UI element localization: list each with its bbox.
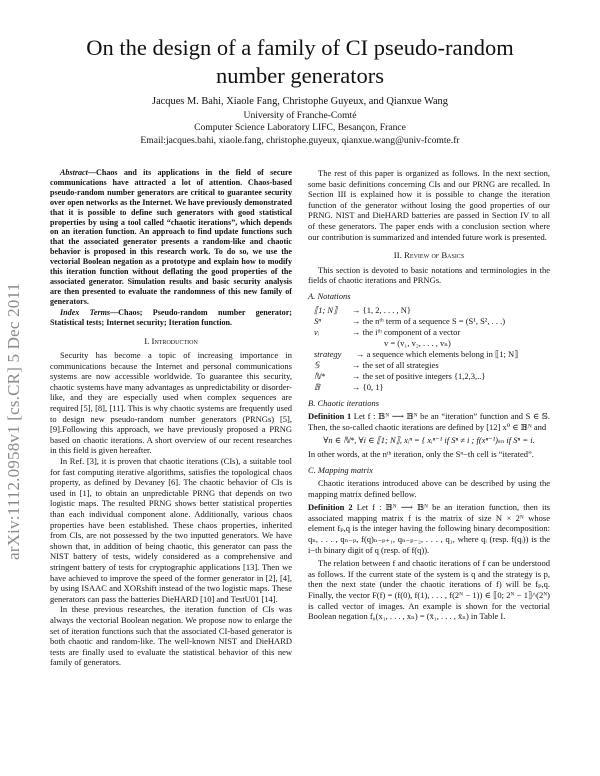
abstract-text: —Chaos and its applications in the field of secure communications have attracted a lot of attention. Chaos-based pseudo-random number generators are critical to guarantee security over open networks as the Internet. We have previously demonstrated that it is possible to define such generators with good statistical properties by using a tool called “chaotic iterations”, which depends on an iteration function. An approach to find update functions such that the associated generator presents a random-like and chaotic behavior is proposed in this research work. To do so, we use the vectorial Boolean negation as a prototype and explain how to modify this iteration function without deflating the good properties of the associated generator. Simulation results and basic security analysis are then presented to evaluate the randomness of this new family of generators. (50, 168, 292, 306)
intro-paragraph-3: In these previous researches, the iteration function of CIs was always the vectorial Boolean negation. We propose now to enlarge the set of iteration functions such that the associated CI-based generator is both chaotic and random-like. The well-known NIST and DieHARD tests are finally used to evaluate the statistical behavior of this new family of generators. (50, 604, 292, 668)
author-names: Jacques M. Bahi, Xiaole Fang, Christophe Guyeux, and Qianxue Wang (152, 96, 448, 107)
author-emails: Email:jacques.bahi, xiaole.fang, christophe.guyeux, qianxue.wang@univ-fcomte.fr (140, 134, 460, 146)
affiliation-lab: Computer Science Laboratory LIFC, Besançon, France (194, 122, 406, 133)
notation-row: vᵢ → the iᵗʰ component of a vector (314, 326, 461, 337)
arxiv-id: arXiv:1112.0958v1 [cs.CR] 5 Dec 2011 (4, 282, 23, 560)
notation-row: ℕ* → the set of positive integers {1,2,3,..} (314, 370, 486, 381)
notation-row: v = (v₁, v₂, . . . , vₙ) (384, 337, 451, 348)
definition-1-equation: ∀n ∈ ℕ*, ∀i ∈ ⟦1; N⟧, xᵢⁿ = { xᵢⁿ⁻¹ if Sⁿ ≠ i ; f(xⁿ⁻¹)ₛₙ if Sⁿ = i. (323, 435, 535, 446)
right-column (308, 168, 550, 622)
arxiv-watermark (4, 200, 26, 560)
notation-row: 𝕊 → the set of all strategies (314, 359, 439, 370)
definition-2 (308, 502, 550, 555)
intro-paragraph-2: In Ref. [3], it is proven that chaotic iterations (CIs), a suitable tool for fast computing iterative algorithms, satisfies the topological chaos property, as defined by Devaney [6]. The chaotic behavior of CIs is used in [1], to obtain an unpredictable PRNG that depends on two logistic maps. The resulted PRNG shows better statistical properties than each individual component alone. Additionally, various chaos properties have been established. These chaos properties, inherited from CIs, are not possessed by the two inputted generators. We have shown that, in addition of being chaotic, this generator can pass the NIST battery of tests, widely considered as a comprehensive and stringent battery of tests for cryptographic applications [13]. Then we have achieved to improve the speed of the former generator in [2], [4], by using ISAAC and XORshift instead of the two logistic maps. These generators can pass the batteries DieHARD [10] and TestU01 [14]. (50, 456, 292, 604)
notation-row: ⟦1; N⟧ → {1, 2, . . . , N} (314, 304, 411, 315)
mapping-matrix-intro: Chaotic iterations introduced above can be described by using the mapping matrix defined bellow. (308, 478, 550, 499)
basics-intro: This section is devoted to basic notations and terminologies in the fields of chaotic iterations and PRNGs. (308, 264, 550, 286)
outline-paragraph: The rest of this paper is organized as follows. In the next section, some basic definitions concerning CIs and our PRNG are recalled. In Section III is explained how it is possible to change the iteration function of the generator without losing the good properties of our PRNG. NIST and DieHARD batteries are passed in Section IV to all of these generators. The paper ends with a conclusion section where our contribution is summarized and intended future work is presented. (308, 168, 550, 242)
paper-title: On the design of a family of CI pseudo-random number generators (86, 35, 514, 88)
definition-2-label: Definition 2 (308, 502, 353, 513)
notation-row: 𝔹 → {0, 1} (314, 381, 384, 392)
notation-list (314, 305, 550, 393)
abstract-label: Abstract (60, 168, 88, 177)
index-terms-text: —Chaos; Pseudo-random number generator; Statistical tests; Internet security; Iteration function. (50, 307, 292, 327)
abstract (50, 168, 292, 307)
notation-row: strategy → a sequence which elements belong in ⟦1; N⟧ (314, 348, 519, 359)
definition-2-text: Let f : 𝔹ᴺ ⟶ 𝔹ᴺ be an iteration function, then its associated mapping matrix f is the matrix of size N × 2ᴺ whose element fₚ,q is the integer having the following binary decomposition: qₙ, . . . , qₙ₋ₚ, f(q)ₙ₋ₚ₊₁, qₙ₋ₚ₋₂, . . . , q₁, where qᵢ (resp. f(qᵢ)) is the i−th binary digit of q (resp. of f(q)). (308, 502, 550, 555)
author-block (60, 96, 540, 147)
definition-1-text: Let f : 𝔹ᴺ ⟶ 𝔹ᴺ be an “iteration” function and S ∈ 𝕊. Then, the so-called chaotic iterations are defined by [12] x⁰ ∈ 𝔹ᴺ and (308, 411, 550, 432)
intro-paragraph-1: Security has become a topic of increasing importance in communications because the Internet and personal communications systems are now accessible worldwide. To guarantee this security, chaotic systems have many advantages as unpredictability or disorder-like, and they are especially used when complex sequences are required [5], [8], [11]. This is why chaotic systems are frequently used to design new pseudo-random number generators (PRNGs) [5], [9].Following this approach, we have previously proposed a PRNG based on chaotic iterations. A short overview of our recent researches in this field is given hereafter. (50, 350, 292, 456)
notation-row: Sⁿ → the nᵗʰ term of a sequence S = (S¹, S², . . .) (314, 315, 506, 326)
definition-1 (308, 411, 550, 432)
left-column (50, 168, 292, 668)
subsection-mapping-matrix: C. Mapping matrix (308, 464, 373, 475)
affiliation-university: University of Franche-Comté (243, 109, 357, 121)
index-terms-label: Index Terms (60, 307, 111, 317)
mapping-relation-paragraph: The relation between f and chaotic iterations of f can be understood as follows. If the current state of the system is q and the strategy is p, then the next state (under the chaotic iterations of f) will be fₚ,q. Finally, the vector F(f) = (f(0), f(1), . . . , f(2ᴺ − 1)) ∈ ⟦0; 2ᴺ − 1⟧^(2ᴺ) is called vector of images. An example is shown for the vectorial Boolean negation f₀(x₁, . . . , xₙ) = (x̄₁, . . . , x̄ₙ) in Table I. (308, 558, 550, 622)
subsection-chaotic-iterations: B. Chaotic iterations (308, 397, 380, 408)
section-introduction-heading: I. Introduction (144, 335, 198, 346)
definition-1-remark: In other words, at the nᵗʰ iteration, only the Sⁿ−th cell is “iterated”. (308, 448, 534, 459)
subsection-notations: A. Notations (308, 290, 351, 301)
index-terms (50, 308, 292, 328)
section-basics-heading: II. Review of Basics (393, 250, 465, 261)
definition-1-label: Definition 1 (308, 411, 352, 422)
